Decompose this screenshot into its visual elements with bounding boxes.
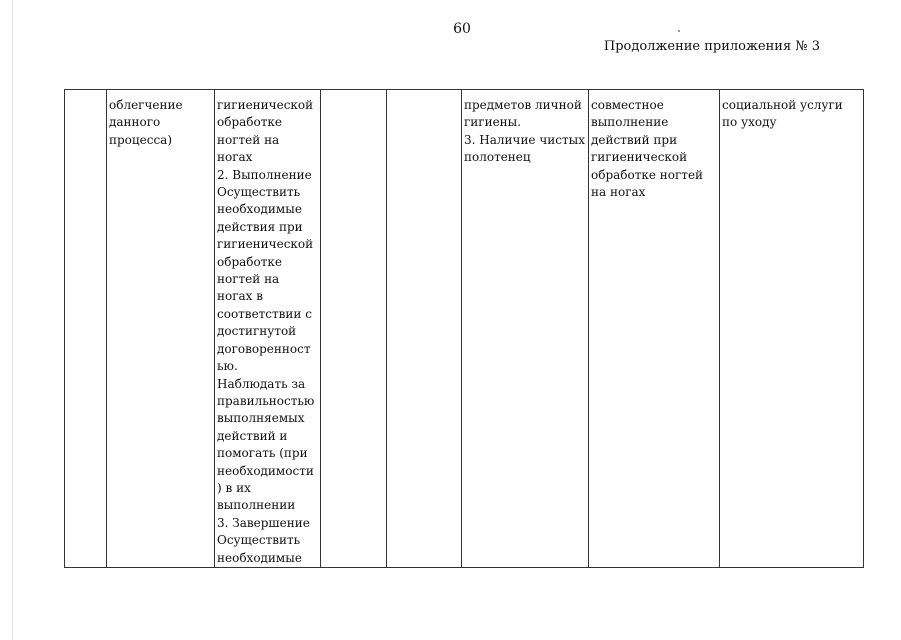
appendix-continuation-note: Продолжение приложения № 3 [603,39,820,54]
table-cell-procedure: гигиенической обработке ногтей на ногах 2. Выполнение Осуществить необходимые действия при гигиенической обработке ногтей на ногах в соответствии с достигнутой договоренност ью. Наблюдать за правильностью выполняемых действий и помогать (при необходимости ) в их выполнении 3. Завершение Осуществить необходимые [215,90,321,568]
table-cell-purpose: облегчение данного процесса) [107,90,215,568]
table-cell-empty-2 [387,90,462,568]
page-number: 60 [453,21,471,37]
table-cell-conditions: предметов личной гигиены. 3. Наличие чистых полотенец [462,90,589,568]
table-cell-joint-actions: совместное выполнение действий при гигиенической обработке ногтей на ногах [589,90,720,568]
table-cell-service: социальной услуги по уходу [720,90,864,568]
table-cell-empty-1 [321,90,387,568]
document-table [64,89,864,568]
table-cell-number [65,90,107,568]
table-row [65,90,864,568]
page-edge-line [12,0,13,640]
scan-speck [678,30,680,32]
